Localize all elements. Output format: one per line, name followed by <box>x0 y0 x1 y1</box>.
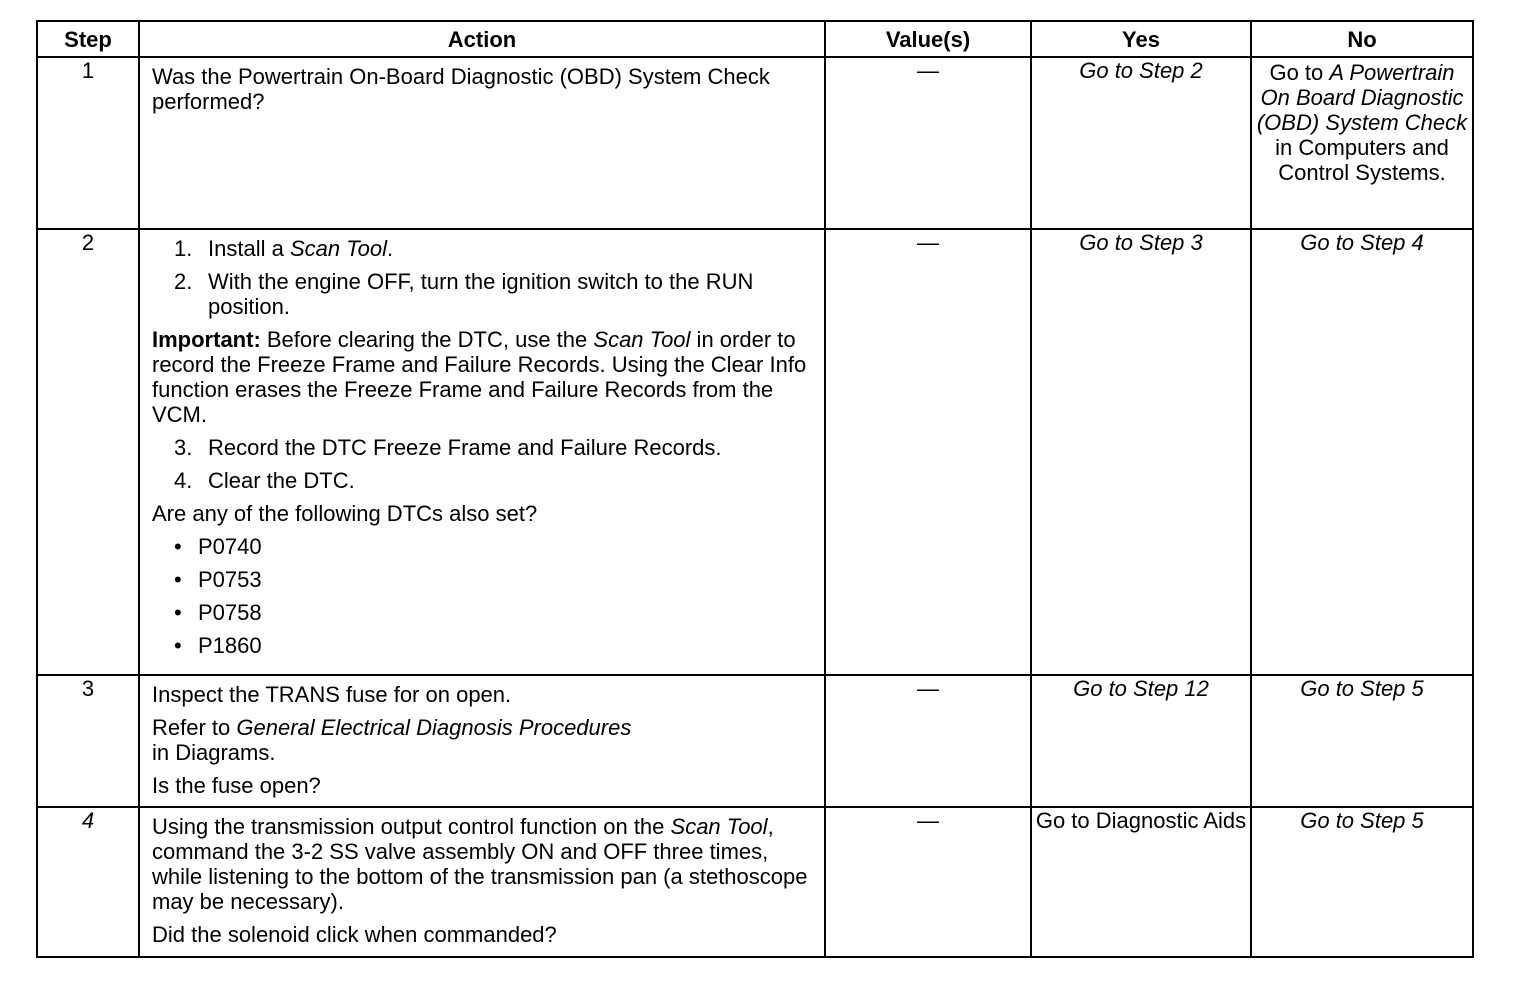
bullet-icon: • <box>174 633 182 658</box>
dtc-item: • P0740 <box>174 534 262 559</box>
step-number: 3 <box>37 675 139 807</box>
action-text: Using the transmission output control function on the Scan Tool, command the 3-2 SS valve assembly ON and OFF three times, while listening to the bottom of the transmission pan (a stethoscope may be necessary). <box>152 814 808 914</box>
yes-link: Go to Step 3 <box>1079 230 1203 255</box>
step-number: 2 <box>37 229 139 675</box>
action-question: Is the fuse open? <box>152 773 321 798</box>
yes-link: Go to Diagnostic Aids <box>1035 808 1247 833</box>
no-suffix: in Computers and Control Systems. <box>1275 135 1449 185</box>
bullet-icon: • <box>174 600 182 625</box>
yes-link: Go to Step 12 <box>1073 676 1209 701</box>
header-action: Action <box>139 21 825 57</box>
yes-cell <box>1031 229 1251 675</box>
action-text: Inspect the TRANS fuse for on open. <box>152 682 512 707</box>
table-row <box>37 229 1473 675</box>
header-values: Value(s) <box>825 21 1031 57</box>
diagnostic-table <box>36 20 1474 958</box>
dtc-item: • P1860 <box>174 633 262 658</box>
table-row <box>37 57 1473 229</box>
action-cell <box>139 229 825 675</box>
header-yes: Yes <box>1031 21 1251 57</box>
list-item: 4. Clear the DTC. <box>174 468 355 493</box>
yes-cell <box>1031 57 1251 229</box>
bullet-icon: • <box>174 534 182 559</box>
table-row <box>37 807 1473 957</box>
yes-link: Go to Step 2 <box>1079 58 1203 83</box>
list-item: 2. With the engine OFF, turn the ignition switch to the RUN position. <box>174 269 754 319</box>
no-link: Go to Step 5 <box>1300 808 1424 833</box>
action-reference: Refer to General Electrical Diagnosis Procedures in Diagrams. <box>152 715 632 765</box>
action-text: Was the Powertrain On-Board Diagnostic (OBD) System Check performed? <box>152 64 770 114</box>
value-cell: — <box>825 57 1031 229</box>
no-prefix: Go to <box>1269 60 1330 85</box>
no-link: Go to Step 4 <box>1300 230 1424 255</box>
action-cell <box>139 57 825 229</box>
table-row <box>37 675 1473 807</box>
action-question: Are any of the following DTCs also set? <box>152 501 538 526</box>
no-cell <box>1251 807 1473 957</box>
step-number: 1 <box>37 57 139 229</box>
no-cell <box>1251 229 1473 675</box>
yes-cell <box>1031 807 1251 957</box>
action-cell <box>139 807 825 957</box>
important-label: Important: <box>152 327 261 352</box>
no-link: Go to Step 5 <box>1300 676 1424 701</box>
no-cell <box>1251 675 1473 807</box>
dtc-item: • P0758 <box>174 600 262 625</box>
no-reference: A Powertrain On Board Diagnostic (OBD) System Check <box>1256 60 1468 135</box>
value-cell: — <box>825 807 1031 957</box>
value-cell: — <box>825 675 1031 807</box>
value-cell: — <box>825 229 1031 675</box>
list-item: 1. Install a Scan Tool. <box>174 236 394 261</box>
step-number: 4 <box>37 807 139 957</box>
header-step: Step <box>37 21 139 57</box>
important-note: Important: Before clearing the DTC, use the Scan Tool in order to record the Freeze Frame and Failure Records. Using the Clear Info function erases the Freeze Frame and Failure Records from the VCM. <box>152 327 807 427</box>
action-question: Did the solenoid click when commanded? <box>152 922 557 947</box>
header-row <box>37 21 1473 57</box>
yes-cell <box>1031 675 1251 807</box>
no-cell <box>1251 57 1473 229</box>
action-cell <box>139 675 825 807</box>
list-item: 3. Record the DTC Freeze Frame and Failure Records. <box>174 435 722 460</box>
bullet-icon: • <box>174 567 182 592</box>
dtc-item: • P0753 <box>174 567 262 592</box>
header-no: No <box>1251 21 1473 57</box>
